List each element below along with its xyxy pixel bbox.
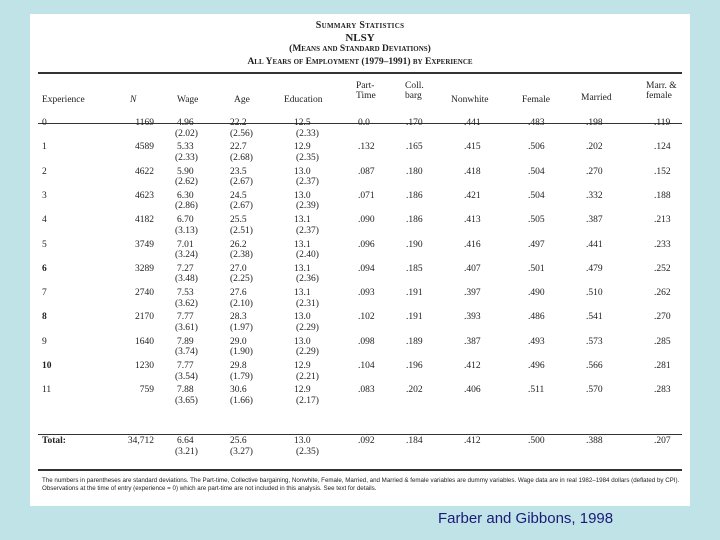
cell-pt: .102: [358, 312, 375, 323]
cell-ma: .510: [586, 288, 603, 299]
cell-nw: .387: [464, 336, 481, 347]
cell-age-sd: (2.67): [230, 201, 253, 212]
cell-edu-sd: (2.17): [296, 395, 319, 406]
cell-n: 1230: [135, 361, 154, 371]
cell-exp: 2: [42, 166, 47, 177]
cell-nw: .441: [464, 118, 481, 128]
cell-pt: .094: [358, 263, 375, 274]
cell-age-sd: (3.27): [230, 446, 253, 457]
cell-edu-sd: (2.35): [296, 152, 319, 163]
cell-n: 3749: [135, 239, 154, 250]
cell-edu-sd: (2.37): [296, 177, 319, 188]
cell-wage-sd: (3.21): [175, 446, 198, 457]
cell-edu: 13.0: [294, 190, 311, 201]
cell-mf: .188: [654, 190, 671, 201]
col-header-education: Education: [284, 95, 323, 105]
cell-mf: .207: [654, 436, 671, 446]
cell-pt: .096: [358, 239, 375, 250]
cell-age-sd: (2.10): [230, 298, 253, 309]
cell-wage-sd: (3.74): [175, 347, 198, 358]
cell-ma: .332: [586, 190, 603, 201]
cell-nw: .418: [464, 166, 481, 177]
cell-mf: .233: [654, 239, 671, 250]
cell-fe: .490: [528, 288, 545, 299]
cell-cb: .180: [406, 166, 423, 177]
cell-ma: .441: [586, 239, 603, 250]
table-caption: (Means and Standard Deviations): [289, 44, 431, 54]
cell-fe: .504: [528, 166, 545, 177]
cell-wage-sd: (3.48): [175, 274, 198, 285]
cell-age-sd: (1.90): [230, 347, 253, 358]
cell-edu: 12.9: [294, 385, 311, 396]
cell-cb: .165: [406, 142, 423, 153]
cell-edu: 13.0: [294, 166, 311, 177]
cell-n: 759: [139, 385, 154, 396]
cell-wage-sd: (3.13): [175, 225, 198, 236]
cell-pt: .132: [358, 142, 375, 153]
cell-age: 29.8: [230, 361, 247, 371]
cell-fe: .486: [528, 312, 545, 323]
cell-edu: 12.9: [294, 361, 311, 371]
cell-exp: 4: [42, 215, 47, 226]
cell-cb: .185: [406, 263, 423, 274]
cell-ma: .388: [586, 436, 603, 446]
cell-age: 22.7: [230, 142, 247, 153]
cell-exp: 11: [42, 385, 52, 396]
cell-wage-sd: (2.33): [175, 152, 198, 163]
cell-edu: 13.0: [294, 336, 311, 347]
cell-cb: .170: [406, 118, 423, 128]
cell-wage: 7.77: [177, 312, 194, 323]
cell-wage-sd: (3.24): [175, 250, 198, 260]
cell-age: 24.5: [230, 190, 247, 201]
cell-wage: 5.33: [177, 142, 194, 153]
cell-n: 3289: [135, 263, 154, 274]
col-header-marr-female: Marr. & female: [646, 81, 677, 101]
table-footnote: The numbers in parentheses are standard deviations. The Part-time, Collective bargaining, Nonwhite, Female, Married, and Married & female variables are dummy variables. Wage data are in real 1982–1984 dollars (deflated by CPI). Observations at the time of entry (experience = 0) which are part-time are not included in this analysis. See text for details.: [42, 477, 680, 492]
col-header-part-time: Part-Time: [356, 81, 376, 101]
table-document: [30, 14, 690, 506]
total-rule: [38, 434, 682, 435]
cell-edu-sd: (2.36): [296, 274, 319, 285]
cell-pt: .083: [358, 385, 375, 396]
cell-mf: .262: [654, 288, 671, 299]
cell-age: 25.6: [230, 436, 247, 446]
cell-wage-sd: (3.54): [175, 371, 198, 382]
cell-edu: 12.9: [294, 142, 311, 153]
cell-mf: .119: [654, 118, 671, 128]
cell-cb: .184: [406, 436, 423, 446]
cell-age: 26.2: [230, 239, 247, 250]
cell-age: 27.6: [230, 288, 247, 299]
cell-nw: .416: [464, 239, 481, 250]
cell-nw: .413: [464, 215, 481, 226]
cell-pt: .092: [358, 436, 375, 446]
cell-edu: 12.5: [294, 118, 311, 128]
cell-wage: 7.88: [177, 385, 194, 396]
cell-age-sd: (1.97): [230, 322, 253, 333]
cell-pt: .104: [358, 361, 375, 371]
cell-n: 4182: [135, 215, 154, 226]
cell-fe: .493: [528, 336, 545, 347]
cell-cb: .202: [406, 385, 423, 396]
table-subtitle: NLSY: [345, 32, 375, 44]
cell-fe: .504: [528, 190, 545, 201]
cell-wage-sd: (2.86): [175, 201, 198, 212]
cell-wage-sd: (2.02): [175, 128, 198, 139]
cell-mf: .283: [654, 385, 671, 396]
cell-edu: 13.1: [294, 288, 311, 299]
col-header-wage: Wage: [177, 95, 199, 105]
cell-n: 2170: [135, 312, 154, 323]
cell-ma: .570: [586, 385, 603, 396]
cell-nw: .393: [464, 312, 481, 323]
cell-cb: .189: [406, 336, 423, 347]
cell-ma: .270: [586, 166, 603, 177]
cell-edu: 13.0: [294, 312, 311, 323]
cell-age: 30.6: [230, 385, 247, 396]
cell-fe: .483: [528, 118, 545, 128]
cell-edu-sd: (2.29): [296, 347, 319, 358]
cell-cb: .190: [406, 239, 423, 250]
table-caption-2: All Years of Employment (1979–1991) by Experience: [247, 57, 473, 67]
cell-exp: 1: [42, 142, 47, 153]
cell-nw: .415: [464, 142, 481, 153]
cell-mf: .252: [654, 263, 671, 274]
cell-ma: .541: [586, 312, 603, 323]
col-header-n: N: [130, 95, 137, 105]
cell-pt: .090: [358, 215, 375, 226]
cell-exp: 3: [42, 190, 47, 201]
cell-age-sd: (2.38): [230, 250, 253, 260]
cell-exp: 5: [42, 239, 47, 250]
cell-wage: 5.90: [177, 166, 194, 177]
col-header-married: Married: [581, 93, 612, 103]
cell-cb: .196: [406, 361, 423, 371]
cell-age-sd: (2.51): [230, 225, 253, 236]
cell-pt: 0.0: [358, 118, 370, 128]
cell-age: 29.0: [230, 336, 247, 347]
cell-pt: .087: [358, 166, 375, 177]
cell-wage-sd: (3.65): [175, 395, 198, 406]
cell-cb: .186: [406, 215, 423, 226]
cell-age: 23.5: [230, 166, 247, 177]
cell-fe: .496: [528, 361, 545, 371]
cell-wage-sd: (2.62): [175, 177, 198, 188]
cell-edu-sd: (2.37): [296, 225, 319, 236]
cell-ma: .573: [586, 336, 603, 347]
col-header-coll-barg: Coll. barg: [405, 81, 424, 101]
col-header-age: Age: [234, 95, 250, 105]
cell-n: 4623: [135, 190, 154, 201]
cell-exp: Total:: [42, 436, 66, 446]
cell-wage: 7.01: [177, 239, 194, 250]
cell-age-sd: (2.68): [230, 152, 253, 163]
cell-nw: .407: [464, 263, 481, 274]
cell-fe: .500: [528, 436, 545, 446]
cell-exp: 6: [42, 263, 47, 274]
cell-wage: 6.64: [177, 436, 194, 446]
cell-wage-sd: (3.62): [175, 298, 198, 309]
cell-edu: 13.1: [294, 263, 311, 274]
cell-exp: 10: [42, 361, 52, 371]
cell-ma: .202: [586, 142, 603, 153]
cell-mf: .213: [654, 215, 671, 226]
cell-edu-sd: (2.39): [296, 201, 319, 212]
cell-wage: 7.27: [177, 263, 194, 274]
cell-age-sd: (2.25): [230, 274, 253, 285]
cell-ma: .198: [586, 118, 603, 128]
cell-age: 27.0: [230, 263, 247, 274]
cell-ma: .566: [586, 361, 603, 371]
cell-n: 4589: [135, 142, 154, 153]
cell-ma: .387: [586, 215, 603, 226]
cell-nw: .412: [464, 361, 481, 371]
cell-exp: 0: [42, 118, 47, 128]
cell-age: 28.3: [230, 312, 247, 323]
cell-edu-sd: (2.21): [296, 371, 319, 382]
cell-fe: .501: [528, 263, 545, 274]
cell-age-sd: (1.79): [230, 371, 253, 382]
cell-wage: 7.77: [177, 361, 194, 371]
cell-edu-sd: (2.40): [296, 250, 319, 260]
col-header-nonwhite: Nonwhite: [451, 95, 489, 105]
cell-wage: 4.96: [177, 118, 194, 128]
cell-age: 22.2: [230, 118, 247, 128]
source-credit: Farber and Gibbons, 1998: [438, 510, 614, 527]
cell-edu-sd: (2.33): [296, 128, 319, 139]
cell-mf: .285: [654, 336, 671, 347]
cell-nw: .421: [464, 190, 481, 201]
cell-mf: .124: [654, 142, 671, 153]
col-header-female: Female: [522, 95, 550, 105]
cell-wage: 6.70: [177, 215, 194, 226]
cell-fe: .505: [528, 215, 545, 226]
cell-n: 1640: [135, 336, 154, 347]
cell-cb: .191: [406, 288, 423, 299]
cell-edu: 13.0: [294, 436, 311, 446]
cell-mf: .152: [654, 166, 671, 177]
cell-nw: .397: [464, 288, 481, 299]
cell-age-sd: (1.66): [230, 395, 253, 406]
cell-age: 25.5: [230, 215, 247, 226]
cell-cb: .191: [406, 312, 423, 323]
cell-exp: 8: [42, 312, 47, 323]
cell-pt: .093: [358, 288, 375, 299]
cell-fe: .506: [528, 142, 545, 153]
cell-edu-sd: (2.35): [296, 446, 319, 457]
cell-wage: 7.53: [177, 288, 194, 299]
top-rule: [38, 72, 682, 74]
cell-pt: .071: [358, 190, 375, 201]
cell-age-sd: (2.56): [230, 128, 253, 139]
cell-fe: .497: [528, 239, 545, 250]
cell-edu: 13.1: [294, 239, 311, 250]
cell-mf: .270: [654, 312, 671, 323]
cell-n: 2740: [135, 288, 154, 299]
cell-edu-sd: (2.29): [296, 322, 319, 333]
cell-age-sd: (2.67): [230, 177, 253, 188]
cell-pt: .098: [358, 336, 375, 347]
cell-n: 1169: [135, 118, 154, 128]
cell-exp: 9: [42, 336, 47, 347]
table-title: Summary Statistics: [315, 20, 405, 31]
cell-n: 34,712: [127, 436, 154, 446]
cell-mf: .281: [654, 361, 671, 371]
cell-exp: 7: [42, 288, 47, 299]
bottom-rule: [38, 469, 682, 471]
cell-edu: 13.1: [294, 215, 311, 226]
cell-ma: .479: [586, 263, 603, 274]
cell-wage-sd: (3.61): [175, 322, 198, 333]
cell-nw: .412: [464, 436, 481, 446]
cell-fe: .511: [528, 385, 545, 396]
cell-wage: 7.89: [177, 336, 194, 347]
col-header-experience: Experience: [42, 95, 85, 105]
cell-edu-sd: (2.31): [296, 298, 319, 309]
cell-wage: 6.30: [177, 190, 194, 201]
cell-nw: .406: [464, 385, 481, 396]
cell-n: 4622: [135, 166, 154, 177]
cell-cb: .186: [406, 190, 423, 201]
